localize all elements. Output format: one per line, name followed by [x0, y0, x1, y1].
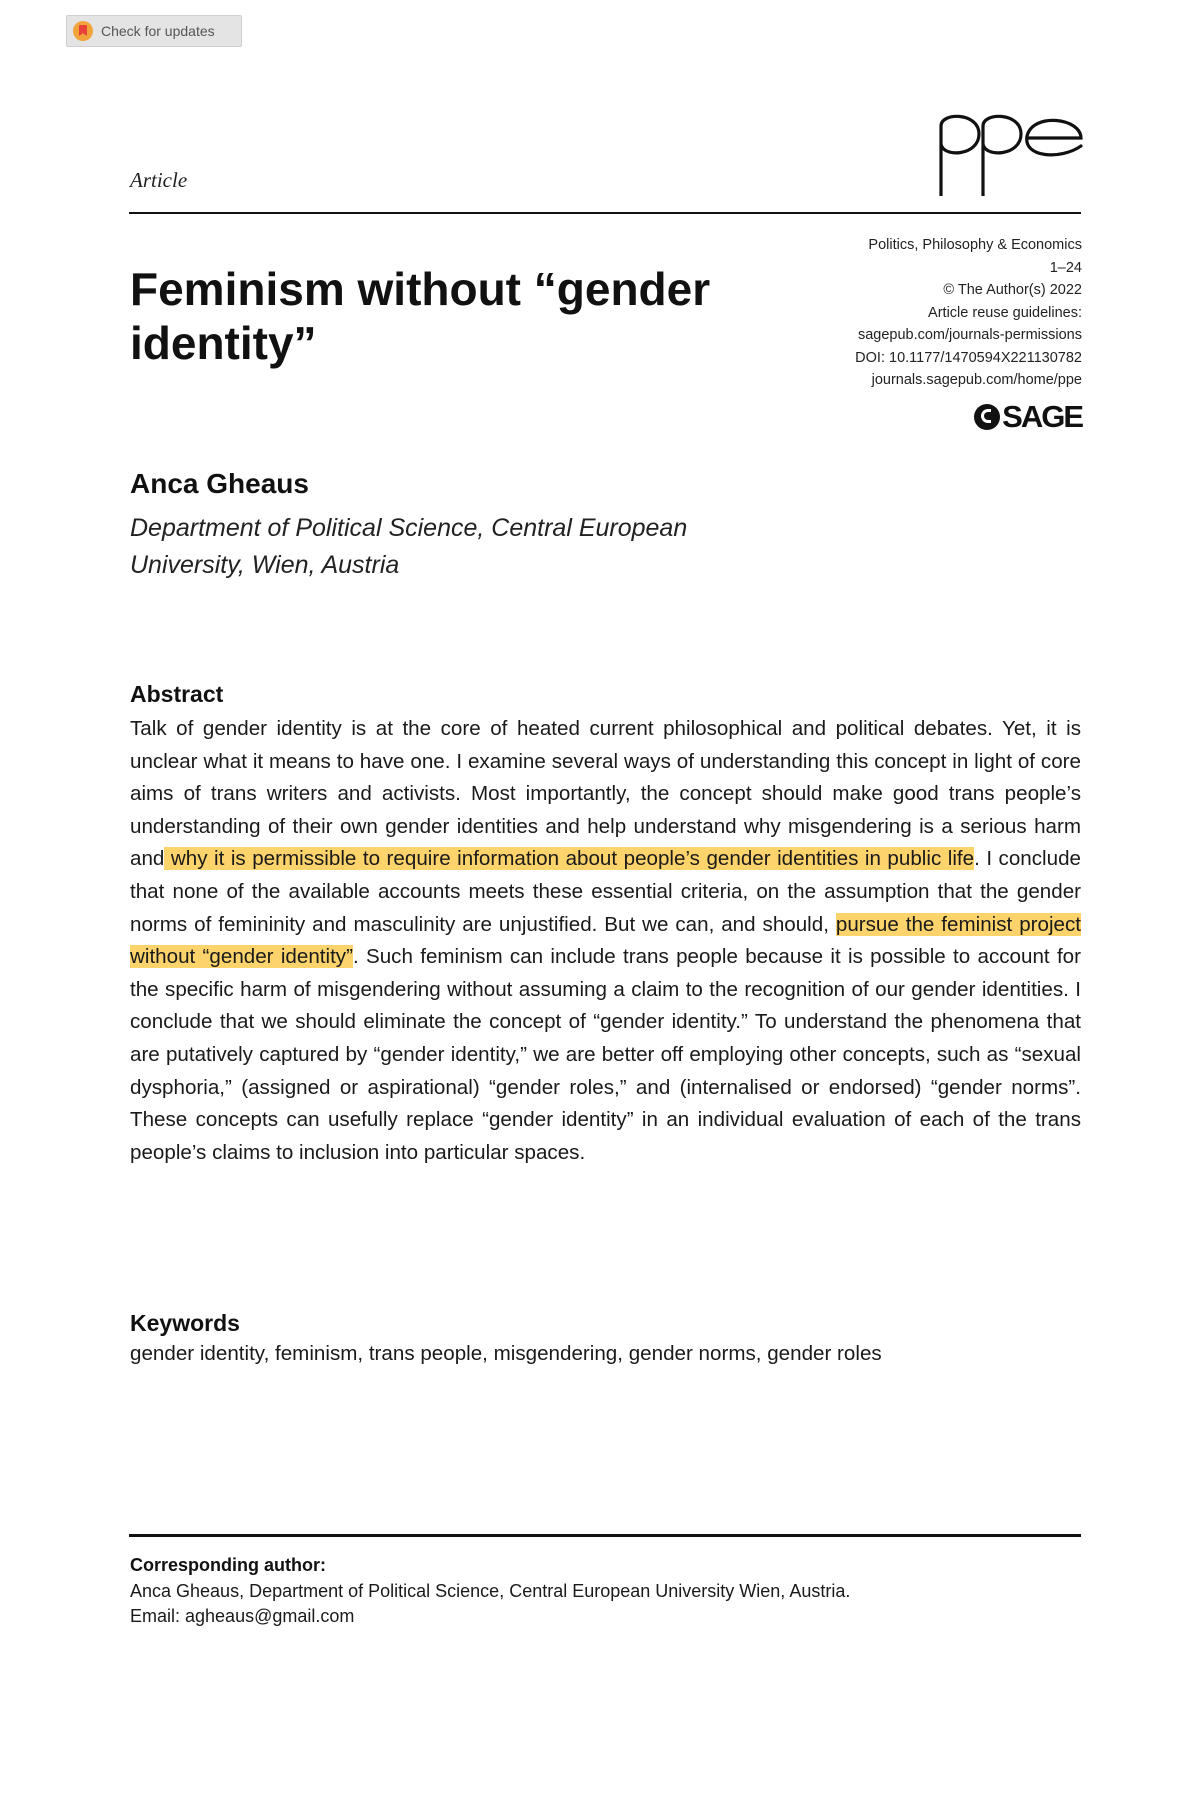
journal-info: [855, 234, 1082, 392]
bookmark-icon: [73, 21, 93, 41]
abstract-text: Talk of gender identity is at the core of heated current philosophical and political debates. Yet, it is unclear what it means to have one. I examine several ways of understanding this concept in light of core aims of trans writers and activists. Most importantly, the concept should make good trans people’s understanding of their own gender identities and help understand why misgendering is a serious harm and: [130, 717, 1081, 871]
footer-rule: [129, 1534, 1081, 1537]
corresponding-author-heading: Corresponding author:: [130, 1555, 326, 1575]
abstract-heading: Abstract: [130, 681, 224, 707]
check-for-updates-button[interactable]: [66, 15, 242, 47]
journal-home-link[interactable]: journals.sagepub.com/home/ppe: [871, 372, 1082, 388]
permissions-link[interactable]: sagepub.com/journals-permissions: [857, 327, 1082, 343]
journal-name: Politics, Philosophy & Economics: [868, 237, 1082, 253]
copyright-line: © The Author(s) 2022: [943, 282, 1082, 298]
doi-link[interactable]: DOI: 10.1177/1470594X221130782: [855, 349, 1082, 366]
sage-mark-icon: [974, 404, 1000, 430]
article-type-label: Article: [130, 168, 188, 192]
page-range: 1–24: [1049, 259, 1082, 276]
header-rule: [129, 212, 1081, 214]
abstract-body: [130, 713, 1081, 1169]
corresponding-author-email[interactable]: Email: agheaus@gmail.com: [130, 1606, 355, 1626]
reuse-guidelines-label: Article reuse guidelines:: [928, 304, 1082, 321]
keywords-heading: Keywords: [130, 1310, 240, 1336]
article-title: Feminism without “gender identity”: [130, 263, 711, 369]
sage-logo: [974, 400, 1082, 434]
abstract-text: . I conclude that none of the available accounts meets these essential criteria, on the assumption that the gender norms of femininity and masculinity are unjustified. But we can, and should,: [130, 847, 1081, 936]
author-name: Anca Gheaus: [130, 468, 309, 499]
highlighted-text[interactable]: why it is permissible to require information about people’s gender identities in public life: [164, 847, 975, 871]
ppe-logo-icon: [935, 108, 1085, 196]
highlighted-text[interactable]: pursue the feminist project without “gender identity”: [130, 912, 1081, 969]
sage-wordmark: SAGE: [1002, 399, 1082, 434]
corresponding-author-address: Anca Gheaus, Department of Political Science, Central European University Wien, Austria.: [130, 1581, 851, 1601]
abstract-text: . Such feminism can include trans people because it is possible to account for the specific harm of misgendering without assuming a claim to the recognition of our gender identities. I conclude that we should eliminate the concept of “gender identity.” To understand the phenomena that are putatively captured by “gender identity,” we are better off employing other concepts, such as “sexual dysphoria,” (assigned or aspirational) “gender roles,” and (internalised or endorsed) “gender norms”. These concepts can usefully replace “gender identity” in an individual evaluation of each of the trans people’s claims to inclusion into particular spaces.: [130, 945, 1081, 1164]
author-affiliation: Department of Political Science, Central European University, Wien, Austria: [130, 514, 688, 579]
keywords-list: gender identity, feminism, trans people, misgendering, gender norms, gender roles: [130, 1342, 882, 1365]
check-for-updates-label: Check for updates: [101, 23, 215, 39]
